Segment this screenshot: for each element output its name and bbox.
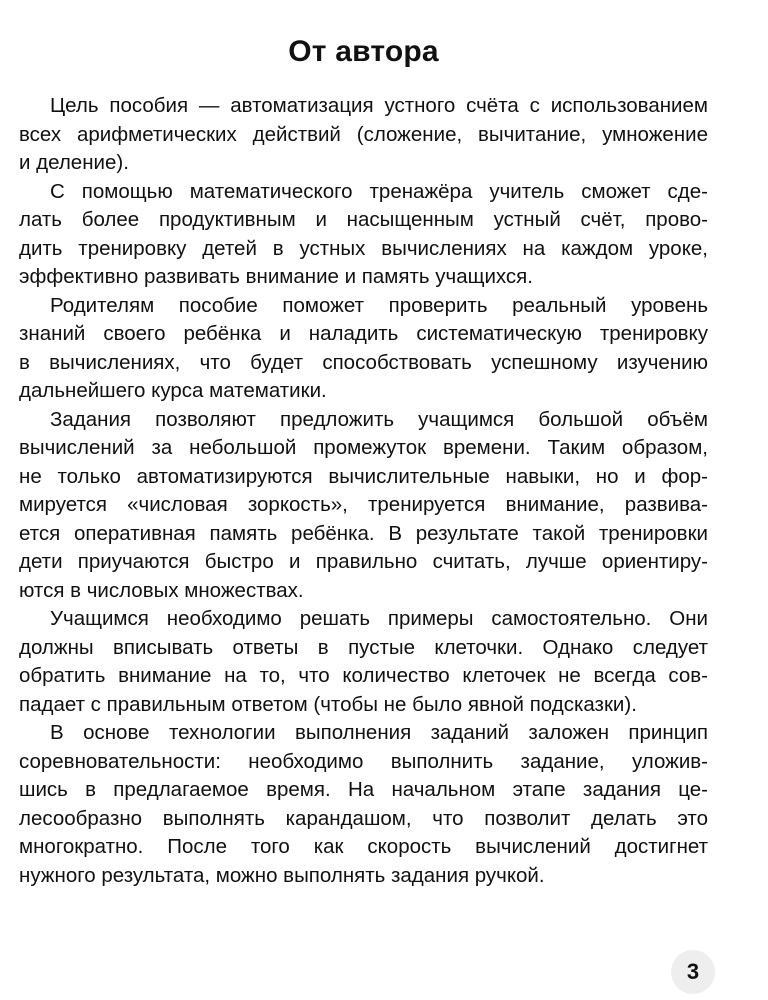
text-line: многократно. После того как скорость вычислений достигнет <box>19 835 708 858</box>
paragraph <box>19 719 708 890</box>
text-line: знаний своего ребёнка и наладить систематическую тренировку <box>19 322 708 345</box>
text-line: должны вписывать ответы в пустые клеточки. Однако следует <box>19 635 708 659</box>
text-line: всех арифметических действий (сложение, вычитание, умножение <box>19 122 708 146</box>
text-line: не только автоматизируются вычислительные навыки, но и фор- <box>19 464 708 488</box>
text-line: дальнейшего курса математики. <box>19 379 327 402</box>
text-line: эффективно развивать внимание и память учащихся. <box>19 265 533 288</box>
text-body <box>19 92 708 890</box>
text-line: обратить внимание на то, что количество клеточек не всегда сов- <box>19 664 708 687</box>
text-line: шись в предлагаемое время. На начальном этапе задания це- <box>19 778 708 801</box>
text-line: нужного результата, можно выполнять задания ручкой. <box>19 863 545 887</box>
text-line: вычислений за небольшой промежуток времени. Таким образом, <box>19 436 708 459</box>
text-line: С помощью математического тренажёра учитель сможет сде- <box>50 179 708 203</box>
text-line: Задания позволяют предложить учащимся большой объём <box>50 407 708 431</box>
page-number: 3 <box>686 959 700 984</box>
paragraph <box>19 605 708 719</box>
text-line: ется оперативная память ребёнка. В результате такой тренировки <box>19 521 708 545</box>
text-line: Учащимся необходимо решать примеры самостоятельно. Они <box>50 607 708 630</box>
text-line: соревновательности: необходимо выполнить задание, уложив- <box>19 749 708 773</box>
page-number-badge <box>671 950 715 994</box>
text-line: дети приучаются быстро и правильно считать, лучше ориентиру- <box>19 550 708 573</box>
text-line: дить тренировку детей в устных вычислениях на каждом уроке, <box>19 236 708 260</box>
book-page <box>0 32 768 1000</box>
text-line: ются в числовых множествах. <box>19 578 304 602</box>
text-line: лесообразно выполнять карандашом, что позволит делать это <box>19 806 708 830</box>
text-line: В основе технологии выполнения заданий заложен принцип <box>50 721 708 744</box>
text-line: падает с правильным ответом (чтобы не было явной подсказки). <box>19 692 637 716</box>
text-line: мируется «числовая зоркость», тренируется внимание, развива- <box>19 493 708 516</box>
text-line: лать более продуктивным и насыщенным устный счёт, прово- <box>19 208 708 231</box>
paragraph <box>19 406 708 606</box>
page-title: От автора <box>288 35 439 68</box>
text-line: и деление). <box>19 151 129 174</box>
paragraph <box>19 292 708 406</box>
paragraph <box>19 92 708 178</box>
text-line: Цель пособия — автоматизация устного счёта с использованием <box>50 94 708 117</box>
text-line: в вычислениях, что будет способствовать успешному изучению <box>19 350 708 374</box>
text-line: Родителям пособие поможет проверить реальный уровень <box>50 293 708 317</box>
paragraph <box>19 178 708 292</box>
